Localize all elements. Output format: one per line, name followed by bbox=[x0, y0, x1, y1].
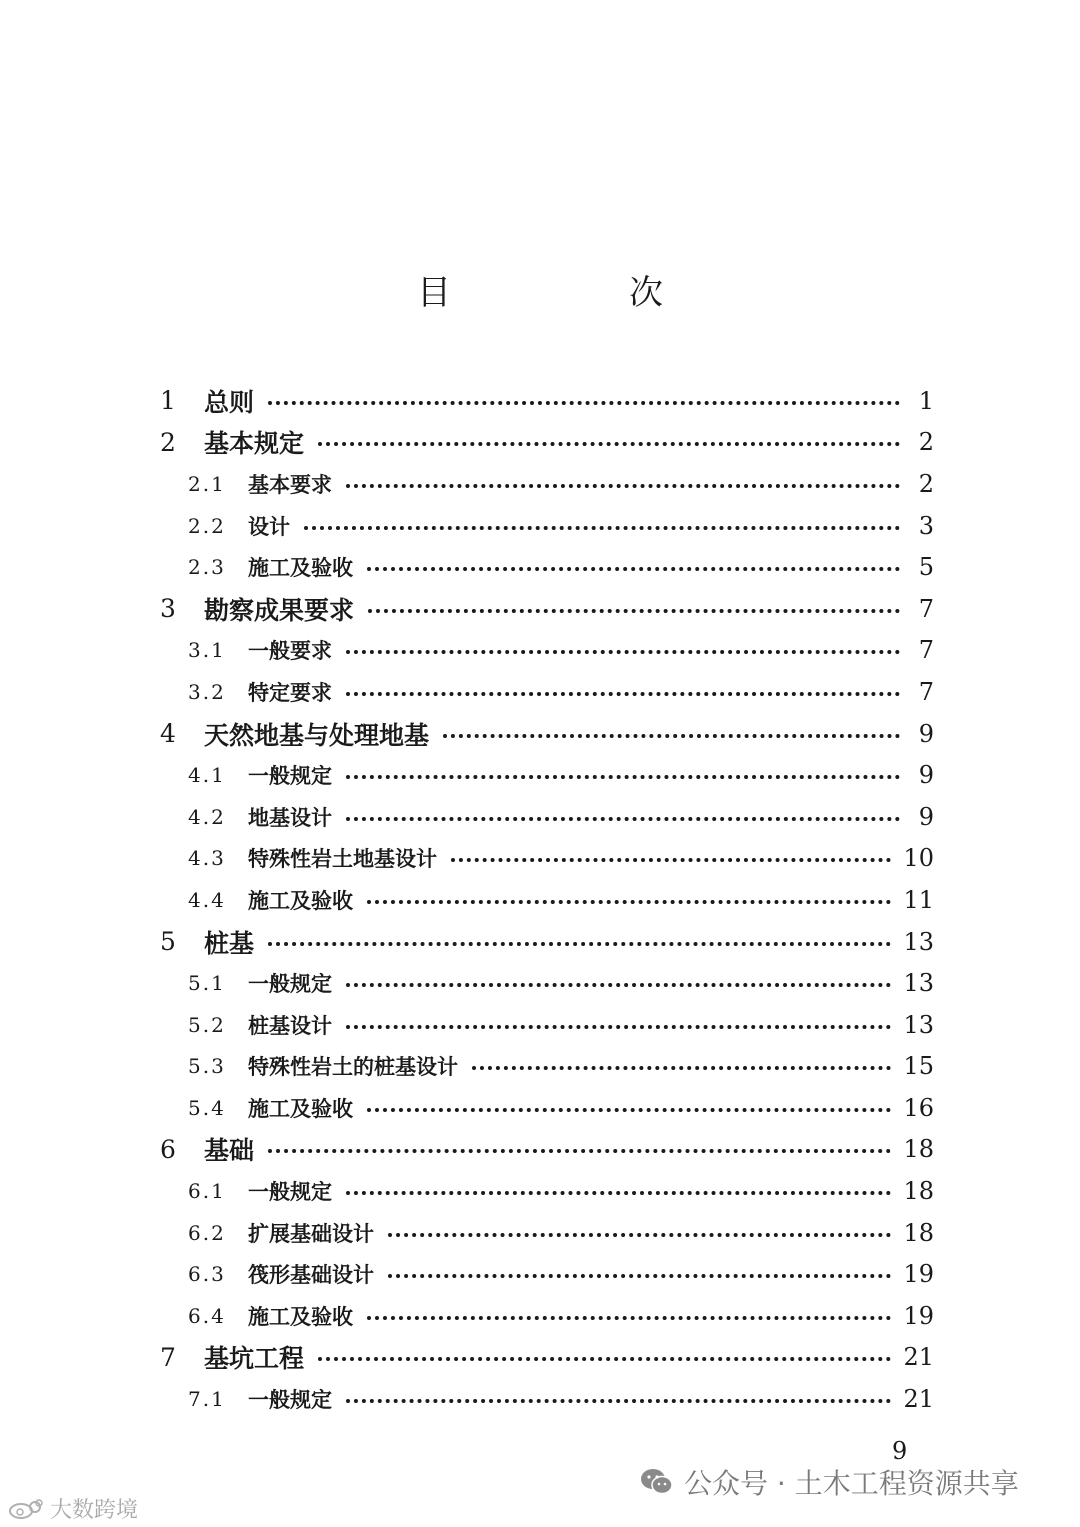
toc-label: 施工及验收 bbox=[248, 1095, 353, 1121]
toc-dot-leader bbox=[268, 1149, 891, 1153]
toc-page-number: 13 bbox=[903, 1010, 934, 1039]
toc-number: 5.3 bbox=[188, 1054, 226, 1079]
watermark bbox=[640, 1462, 1019, 1502]
toc-dot-leader bbox=[268, 942, 891, 946]
toc-chapter-row[interactable] bbox=[160, 422, 934, 464]
toc-label: 一般规定 bbox=[248, 971, 332, 997]
toc-dot-leader bbox=[346, 775, 900, 779]
toc-label: 特殊性岩土的桩基设计 bbox=[248, 1054, 458, 1080]
toc-dot-leader bbox=[367, 1316, 891, 1320]
toc-dot-leader bbox=[346, 1399, 891, 1403]
table-of-contents bbox=[160, 380, 934, 1420]
toc-section-row[interactable] bbox=[160, 962, 934, 1004]
toc-number: 6.4 bbox=[188, 1303, 226, 1328]
toc-page-number: 18 bbox=[903, 1218, 934, 1247]
toc-dot-leader bbox=[368, 609, 900, 613]
toc-label: 一般规定 bbox=[248, 763, 332, 789]
toc-number: 6 bbox=[160, 1134, 176, 1164]
toc-page-number: 16 bbox=[903, 1093, 934, 1122]
toc-dot-leader bbox=[346, 650, 900, 654]
toc-chapter-row[interactable] bbox=[160, 1337, 934, 1379]
toc-page-number: 7 bbox=[918, 594, 934, 623]
toc-number: 1 bbox=[160, 386, 176, 416]
toc-section-row[interactable] bbox=[160, 796, 934, 838]
toc-page-number: 9 bbox=[918, 761, 934, 790]
toc-dot-leader bbox=[268, 401, 900, 405]
toc-chapter-row[interactable] bbox=[160, 380, 934, 422]
toc-section-row[interactable] bbox=[160, 1004, 934, 1046]
toc-dot-leader bbox=[388, 1274, 891, 1278]
toc-label: 基本规定 bbox=[204, 429, 305, 459]
toc-page-number: 9 bbox=[918, 719, 934, 748]
toc-page-number: 19 bbox=[903, 1260, 934, 1289]
toc-page-number: 10 bbox=[903, 844, 934, 873]
toc-label: 基本要求 bbox=[248, 471, 332, 497]
toc-dot-leader bbox=[346, 1191, 891, 1195]
toc-label: 基坑工程 bbox=[204, 1344, 305, 1374]
toc-label: 特定要求 bbox=[248, 679, 332, 705]
toc-number: 5 bbox=[160, 927, 176, 957]
toc-page-number: 15 bbox=[903, 1052, 934, 1081]
toc-dot-leader bbox=[346, 692, 900, 696]
toc-section-row[interactable] bbox=[160, 671, 934, 713]
toc-label: 勘察成果要求 bbox=[204, 595, 355, 625]
toc-dot-leader bbox=[346, 983, 891, 987]
toc-section-row[interactable] bbox=[160, 546, 934, 588]
toc-dot-leader bbox=[472, 1066, 891, 1070]
toc-page-number: 2 bbox=[918, 428, 934, 457]
toc-label: 一般规定 bbox=[248, 1179, 332, 1205]
weibo-logo-icon bbox=[8, 1498, 44, 1520]
toc-chapter-row[interactable] bbox=[160, 921, 934, 963]
toc-page-number: 18 bbox=[903, 1135, 934, 1164]
toc-section-row[interactable] bbox=[160, 1170, 934, 1212]
toc-label: 施工及验收 bbox=[248, 887, 353, 913]
toc-label: 地基设计 bbox=[248, 804, 332, 830]
toc-page-number: 21 bbox=[903, 1385, 934, 1414]
toc-page-number: 5 bbox=[918, 553, 934, 582]
toc-dot-leader bbox=[451, 858, 891, 862]
toc-dot-leader bbox=[367, 900, 891, 904]
toc-page-number: 13 bbox=[903, 969, 934, 998]
toc-label: 施工及验收 bbox=[248, 1303, 353, 1329]
toc-page-number: 7 bbox=[918, 677, 934, 706]
toc-number: 5.2 bbox=[188, 1012, 226, 1037]
toc-section-row[interactable] bbox=[160, 1253, 934, 1295]
toc-chapter-row[interactable] bbox=[160, 588, 934, 630]
toc-section-row[interactable] bbox=[160, 1295, 934, 1337]
toc-number: 2.1 bbox=[188, 471, 226, 496]
toc-page-number: 9 bbox=[918, 802, 934, 831]
toc-number: 4.3 bbox=[188, 846, 226, 871]
toc-dot-leader bbox=[318, 442, 900, 446]
toc-chapter-row[interactable] bbox=[160, 1129, 934, 1171]
toc-number: 3.1 bbox=[188, 638, 226, 663]
toc-dot-leader bbox=[443, 734, 900, 738]
toc-page-number: 13 bbox=[903, 927, 934, 956]
toc-page-number: 21 bbox=[903, 1343, 934, 1372]
toc-number: 4.2 bbox=[188, 804, 226, 829]
toc-section-row[interactable] bbox=[160, 838, 934, 880]
watermark-text: 公众号 · 土木工程资源共享 bbox=[684, 1467, 1019, 1500]
toc-chapter-row[interactable] bbox=[160, 713, 934, 755]
toc-dot-leader bbox=[367, 1108, 891, 1112]
toc-number: 5.4 bbox=[188, 1095, 226, 1120]
page-number: 9 bbox=[892, 1437, 908, 1465]
toc-dot-leader bbox=[388, 1233, 891, 1237]
toc-number: 7.1 bbox=[188, 1387, 226, 1412]
toc-page-number: 1 bbox=[918, 386, 934, 415]
toc-section-row[interactable] bbox=[160, 1087, 934, 1129]
toc-section-row[interactable] bbox=[160, 754, 934, 796]
toc-number: 6.2 bbox=[188, 1220, 226, 1245]
toc-number: 3 bbox=[160, 594, 176, 624]
toc-page-number: 18 bbox=[903, 1177, 934, 1206]
toc-label: 一般规定 bbox=[248, 1387, 332, 1413]
page-title: 目 次 bbox=[417, 273, 735, 313]
toc-dot-leader bbox=[318, 1357, 891, 1361]
toc-label: 一般要求 bbox=[248, 638, 332, 664]
toc-label: 施工及验收 bbox=[248, 555, 353, 581]
toc-number: 4 bbox=[160, 719, 176, 749]
toc-page-number: 7 bbox=[918, 636, 934, 665]
toc-number: 2.3 bbox=[188, 555, 226, 580]
toc-page-number: 3 bbox=[918, 511, 934, 540]
toc-label: 天然地基与处理地基 bbox=[204, 720, 430, 750]
toc-section-row[interactable] bbox=[160, 879, 934, 921]
toc-dot-leader bbox=[346, 817, 900, 821]
toc-section-row[interactable] bbox=[160, 463, 934, 505]
toc-number: 2 bbox=[160, 427, 176, 457]
toc-label: 设计 bbox=[248, 513, 290, 539]
toc-section-row[interactable] bbox=[160, 1212, 934, 1254]
toc-number: 5.1 bbox=[188, 971, 226, 996]
toc-dot-leader bbox=[367, 567, 900, 571]
watermark-left-text: 大数跨境 bbox=[50, 1498, 139, 1523]
toc-section-row[interactable] bbox=[160, 505, 934, 547]
toc-label: 扩展基础设计 bbox=[248, 1220, 374, 1246]
toc-number: 4.1 bbox=[188, 763, 226, 788]
toc-label: 筏形基础设计 bbox=[248, 1262, 374, 1288]
toc-number: 3.2 bbox=[188, 679, 226, 704]
toc-label: 特殊性岩土地基设计 bbox=[248, 846, 437, 872]
toc-label: 基础 bbox=[204, 1136, 255, 1166]
toc-page-number: 11 bbox=[903, 885, 934, 914]
toc-label: 桩基 bbox=[204, 928, 255, 958]
toc-number: 4.4 bbox=[188, 887, 226, 912]
toc-page-number: 2 bbox=[918, 469, 934, 498]
toc-dot-leader bbox=[346, 1025, 891, 1029]
toc-dot-leader bbox=[304, 526, 900, 530]
watermark-left bbox=[8, 1493, 138, 1524]
toc-section-row[interactable] bbox=[160, 1378, 934, 1420]
toc-number: 6.1 bbox=[188, 1179, 226, 1204]
toc-section-row[interactable] bbox=[160, 630, 934, 672]
toc-label: 总则 bbox=[204, 387, 255, 417]
toc-number: 7 bbox=[160, 1342, 176, 1372]
toc-number: 6.3 bbox=[188, 1262, 226, 1287]
toc-number: 2.2 bbox=[188, 513, 226, 538]
toc-page-number: 19 bbox=[903, 1301, 934, 1330]
toc-dot-leader bbox=[346, 484, 900, 488]
wechat-icon bbox=[640, 1468, 674, 1496]
toc-section-row[interactable] bbox=[160, 1046, 934, 1088]
toc-label: 桩基设计 bbox=[248, 1012, 332, 1038]
